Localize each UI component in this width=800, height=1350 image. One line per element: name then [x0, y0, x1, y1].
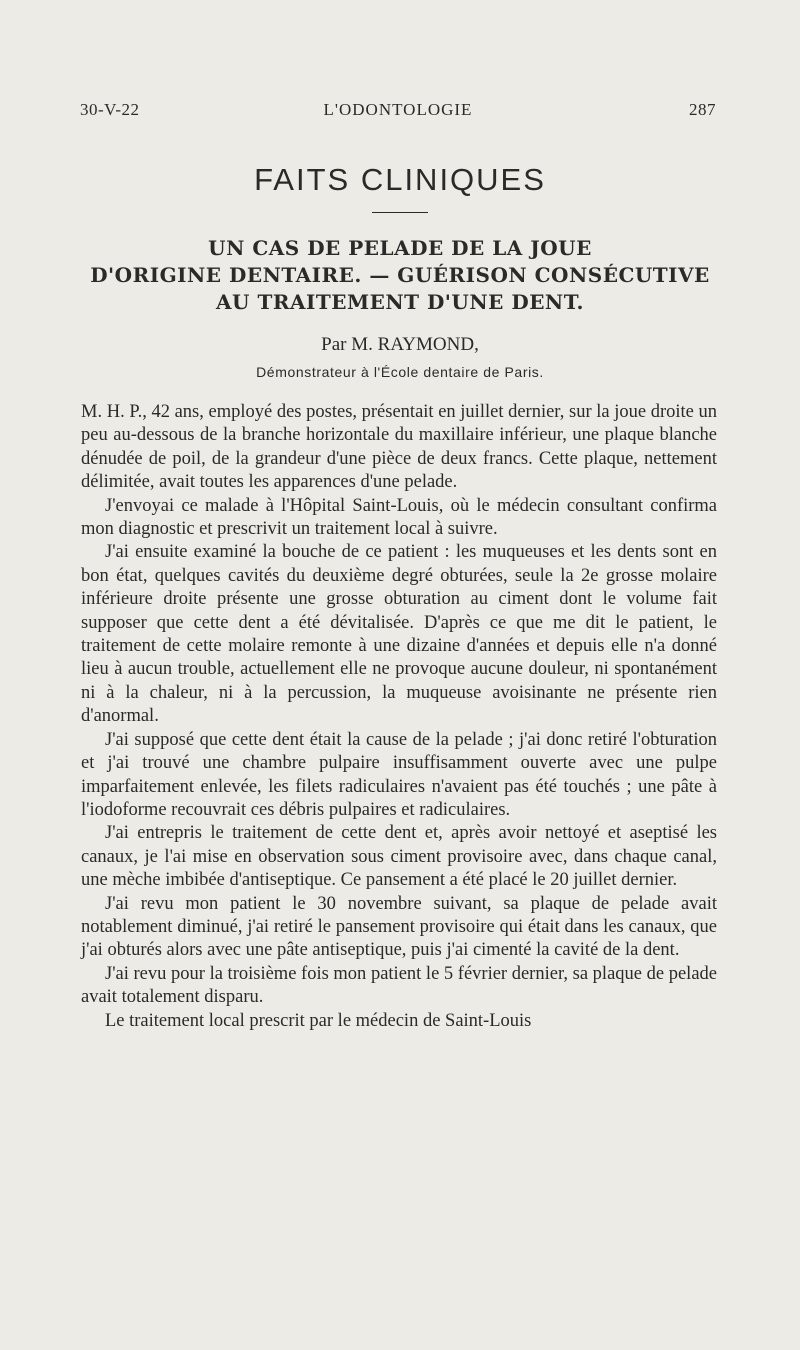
paragraph: J'ai revu pour la troisième fois mon patient le 5 février dernier, sa plaque de pelade avait totalement disparu.	[81, 963, 717, 1008]
paragraph: J'ai entrepris le traitement de cette dent et, après avoir nettoyé et aseptisé les canaux, je l'ai mise en observation sous ciment provisoire avec, dans chaque canal, une mèche imbibée d'antiseptique. Ce pansement a été placé le 20 juillet dernier.	[81, 823, 717, 891]
paragraph: J'ai supposé que cette dent était la cause de la pelade ; j'ai donc retiré l'obturation et j'ai trouvé une chambre pulpaire insuffisamment ouverte avec une pulpe imparfaitement enlevée, les filets radiculaires n'avaient pas été touchés ; une pâte à l'iodoforme recouvrait ces débris pulpaires et radiculaires.	[81, 729, 717, 820]
paragraph: J'envoyai ce malade à l'Hôpital Saint-Louis, où le médecin consultant confirma mon diagnostic et prescrivit un traitement local à suivre.	[81, 495, 717, 540]
issue-date: 30-V-22	[80, 100, 140, 119]
journal-name: L'ODONTOLOGIE	[323, 100, 473, 119]
paragraph: J'ai ensuite examiné la bouche de ce patient : les muqueuses et les dents sont en bon état, quelques cavités du deuxième degré obturées, seule la 2e grosse molaire inférieure droite présente une grosse obturation au ciment dont le volume fait supposer que cette dent a été dévitalisée. D'après ce que me dit le patient, le traitement de cette molaire remonte à une dizaine d'années et depuis elle n'a donné lieu à aucun trouble, actuellement elle ne provoque aucune douleur, ni spontanément ni à la chaleur, ni à la percussion, la muqueuse avoisinante ne présente rien d'anormal.	[81, 542, 717, 727]
article-title-line: UN CAS DE PELADE DE LA JOUE	[208, 236, 592, 260]
paragraph: M. H. P., 42 ans, employé des postes, présentait en juillet dernier, sur la joue droite un peu au-dessous de la branche horizontale du maxillaire inférieur, une plaque blanche dénudée de poil, de la grandeur d'une pièce de deux francs. Cette plaque, nettement délimitée, avait toutes les apparences d'une pelade.	[81, 402, 717, 493]
title-divider	[372, 212, 428, 213]
article-title	[60, 235, 740, 316]
article-title-line: AU TRAITEMENT D'UNE DENT.	[216, 290, 584, 314]
author-affiliation: Démonstrateur à l'École dentaire de Paris.	[256, 364, 544, 380]
article-author: Par M. RAYMOND,	[321, 334, 479, 355]
section-title: FAITS CLINIQUES	[254, 162, 546, 197]
article-title-line: D'ORIGINE DENTAIRE. — GUÉRISON CONSÉCUTIVE	[90, 263, 710, 287]
running-head	[80, 100, 716, 126]
article-body	[81, 401, 717, 1033]
page-number: 287	[689, 100, 716, 119]
paragraph: J'ai revu mon patient le 30 novembre suivant, sa plaque de pelade avait notablement diminué, j'ai retiré le pansement provisoire qui était dans les canaux, que j'ai obturés alors avec une pâte antiseptique, puis j'ai cimenté la cavité de la dent.	[81, 893, 717, 961]
paragraph: Le traitement local prescrit par le médecin de Saint-Louis	[105, 1010, 532, 1031]
